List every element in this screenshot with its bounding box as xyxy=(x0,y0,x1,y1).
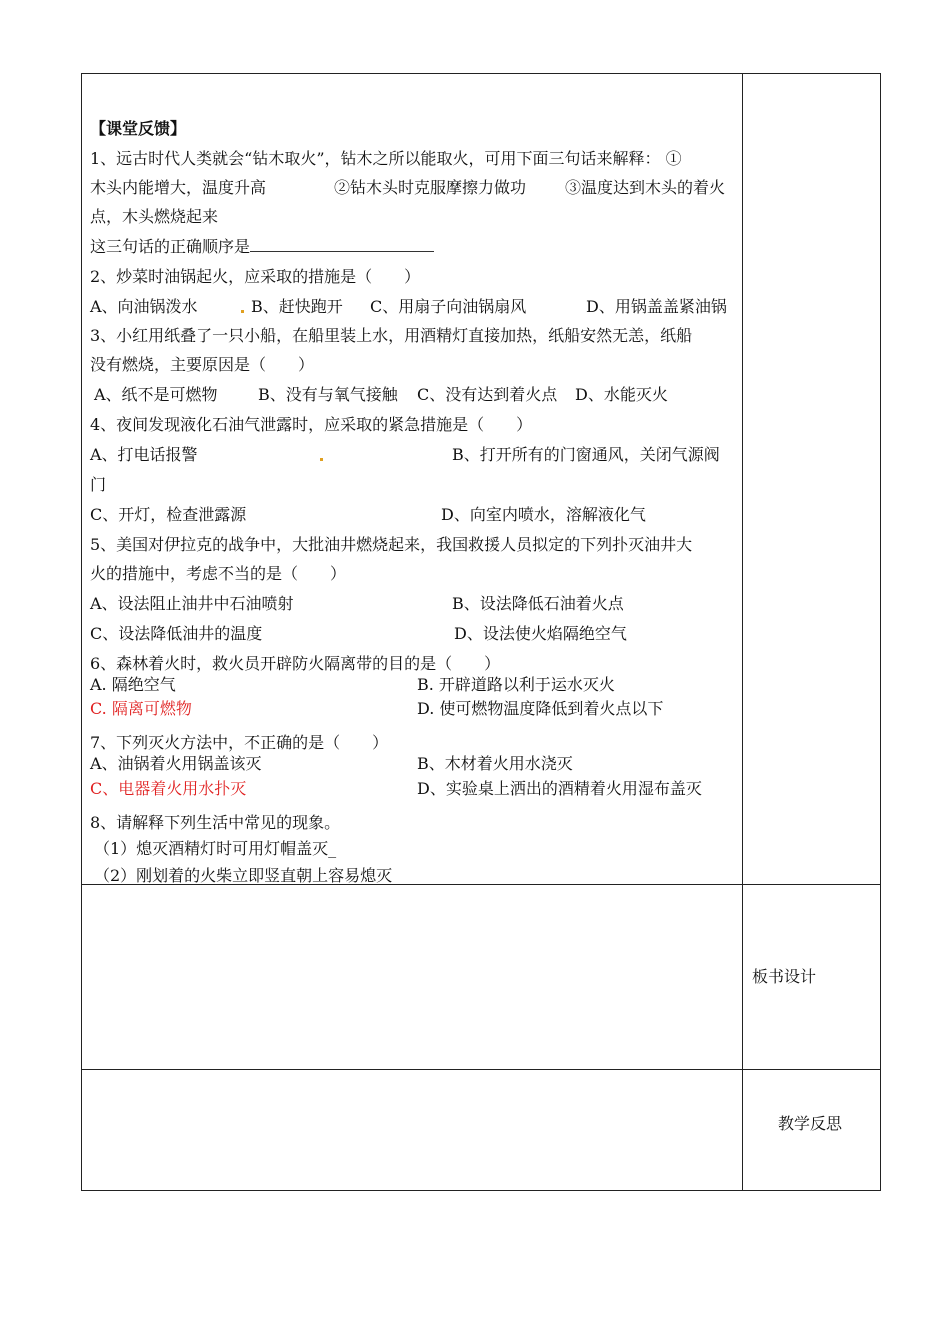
q6-option-b: B. 开辟道路以利于运水灭火 xyxy=(417,675,615,694)
q7-stem: 7、下列灭火方法中，不正确的是（ ） xyxy=(90,733,389,752)
q1-line1: 1、远古时代人类就会“钻木取火”，钻木之所以能取火，可用下面三句话来解释： ① xyxy=(90,149,682,168)
q3-option-b: B、没有与氧气接触 xyxy=(258,385,398,404)
q1-line2b: ②钻木头时克服摩擦力做功 xyxy=(334,178,527,197)
q1-line3: 点，木头燃烧起来 xyxy=(90,207,219,226)
q2-option-a: A、向油锅泼水 xyxy=(90,297,198,316)
q6-stem: 6、森林着火时，救火员开辟防火隔离带的目的是（ ） xyxy=(90,654,501,673)
q4-option-b-cont: 门 xyxy=(90,475,107,494)
q4-option-d: D、向室内喷水，溶解液化气 xyxy=(441,505,646,524)
q2-option-b: B、赶快跑开 xyxy=(251,297,343,316)
q7-option-a: A、油锅着火用锅盖该灭 xyxy=(90,754,262,773)
board-design-label: 板书设计 xyxy=(752,967,817,986)
q1-line4 xyxy=(90,235,434,258)
q4-stem: 4、夜间发现液化石油气泄露时，应采取的紧急措施是（ ） xyxy=(90,415,533,434)
q3-option-a: A、纸不是可燃物 xyxy=(94,385,218,404)
q1-line2c: ③温度达到木头的着火 xyxy=(565,178,726,197)
q5-stem1: 5、美国对伊拉克的战争中，大批油井燃烧起来，我国救援人员拟定的下列扑灭油井大 xyxy=(90,535,693,554)
q3-stem2: 没有燃烧，主要原因是（ ） xyxy=(90,355,315,374)
q3-option-d: D、水能灭火 xyxy=(575,385,668,404)
q5-option-b: B、设法降低石油着火点 xyxy=(452,594,624,613)
q1-answer-blank[interactable] xyxy=(250,235,434,252)
mark-dot xyxy=(241,310,244,313)
q5-option-c: C、设法降低油井的温度 xyxy=(90,624,263,643)
q8-stem: 8、请解释下列生活中常见的现象。 xyxy=(90,813,341,832)
q2-option-c: C、用扇子向油锅扇风 xyxy=(370,297,527,316)
table-row-divider-2 xyxy=(81,1069,881,1070)
q1-prompt: 这三句话的正确顺序是 xyxy=(90,237,251,256)
q5-option-a: A、设法阻止油井中石油喷射 xyxy=(90,594,294,613)
q5-stem2: 火的措施中，考虑不当的是（ ） xyxy=(90,564,347,583)
q2-stem: 2、炒菜时油锅起火，应采取的措施是（ ） xyxy=(90,267,421,286)
q8-part1: （1）熄灭酒精灯时可用灯帽盖灭_ xyxy=(94,839,337,858)
q7-option-b: B、木材着火用水浇灭 xyxy=(417,754,573,773)
q4-option-a: A、打电话报警 xyxy=(90,445,198,464)
mark-dot xyxy=(320,458,323,461)
q6-option-a: A. 隔绝空气 xyxy=(90,675,176,694)
q3-option-c: C、没有达到着火点 xyxy=(417,385,558,404)
q1-line2a: 木头内能增大，温度升高 xyxy=(90,178,267,197)
teaching-reflection-label: 教学反思 xyxy=(778,1114,843,1133)
q6-option-c: C. 隔离可燃物 xyxy=(90,699,192,718)
q6-option-d: D. 使可燃物温度降低到着火点以下 xyxy=(417,699,664,718)
q5-option-d: D、设法使火焰隔绝空气 xyxy=(454,624,627,643)
q2-option-d: D、用锅盖盖紧油锅 xyxy=(586,297,727,316)
q4-option-c: C、开灯，检查泄露源 xyxy=(90,505,247,524)
q4-option-b: B、打开所有的门窗通风，关闭气源阀 xyxy=(452,445,720,464)
section-title: 【课堂反馈】 xyxy=(90,119,187,138)
q8-part2: （2）刚划着的火柴立即竖直朝上容易熄灭 xyxy=(94,866,393,885)
q7-option-c: C、电器着火用水扑灭 xyxy=(90,779,247,798)
q3-stem1: 3、小红用纸叠了一只小船，在船里装上水，用酒精灯直接加热，纸船安然无恙，纸船 xyxy=(90,326,693,345)
q7-option-d: D、实验桌上洒出的酒精着火用湿布盖灭 xyxy=(417,779,702,798)
table-column-divider xyxy=(742,73,743,1191)
